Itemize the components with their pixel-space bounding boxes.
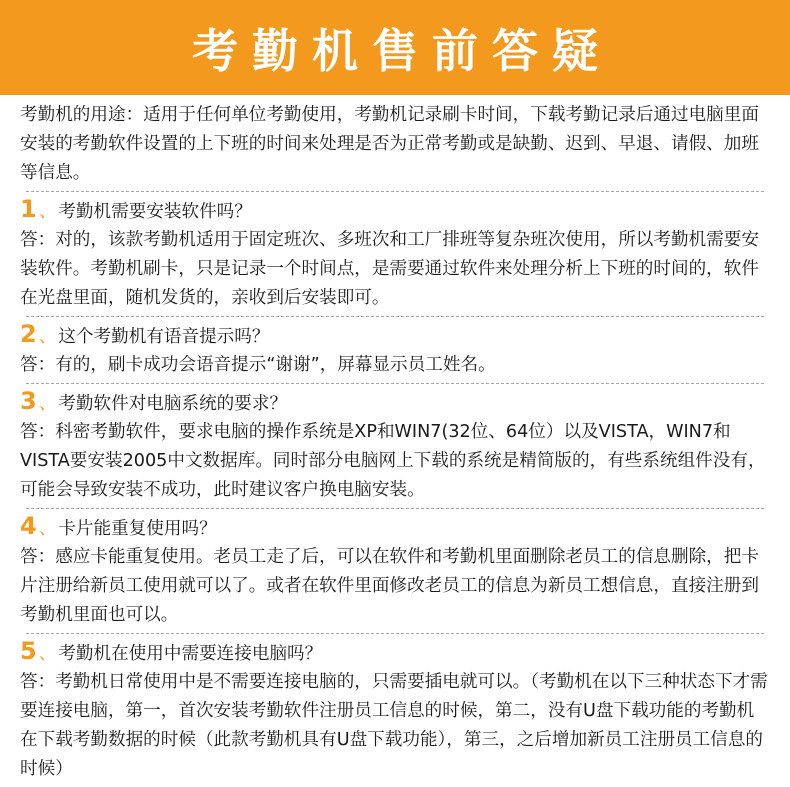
question-number: 2 [20,320,37,348]
faq-question [20,637,770,668]
faq-answer: 答：考勤机日常使用中是不需要连接电脑的，只需要插电就可以。（考勤机在以下三种状态下才需要连接电脑，第一，首次安装考勤软件注册员工信息的时候，第二，没有U盘下载功能的考勤机在下载考勤数据的时候（此款考勤机具有U盘下载功能），第三，之后增加新员工注册员工信息的时候） [20,672,768,779]
faq-item-2 [20,320,770,380]
divider [26,633,764,634]
divider [26,508,764,509]
intro-text: 考勤机的用途：适用于任何单位考勤使用，考勤机记录刷卡时间，下载考勤记录后通过电脑里面安装的考勤软件设置的上下班的时间来处理是否为正常考勤或是缺勤、迟到、早退、请假、加班等信息。 [20,105,759,183]
question-separator: 、 [38,519,57,539]
divider [26,191,764,192]
faq-question [20,512,770,543]
question-separator: 、 [38,644,57,664]
faq-answer: 答：科密考勤软件，要求电脑的操作系统是XP和WIN7(32位、64位）以及VISTA，WIN7和VISTA要安装2005中文数据库。同时部分电脑网上下载的系统是精简版的，有些系统组件没有，可能会导致安装不成功，此时建议客户换电脑安装。 [20,422,766,500]
question-separator: 、 [38,327,57,347]
question-number: 3 [20,387,37,415]
divider [26,316,764,317]
faq-item-1 [20,195,770,313]
question-number: 5 [20,637,37,665]
header-banner [0,0,790,95]
faq-item-5 [20,637,770,784]
faq-question [20,195,770,226]
question-number: 1 [20,195,37,223]
faq-question [20,320,770,351]
question-text: 卡片能重复使用吗？ [58,519,217,539]
faq-item-3 [20,387,770,505]
faq-question [20,387,770,418]
question-separator: 、 [38,394,57,414]
question-text: 这个考勤机有语音提示吗？ [58,327,270,347]
divider [26,383,764,384]
faq-answer: 答：对的，该款考勤机适用于固定班次、多班次和工厂排班等复杂班次使用，所以考勤机需要安装软件。考勤机刷卡，只是记录一个时间点，是需要通过软件来处理分析上下班的时间的，软件在光盘里面，随机发货的，亲收到后安装即可。 [20,230,759,308]
page-title: 考勤机售前答疑 [192,23,612,78]
content [0,95,790,784]
question-separator: 、 [38,202,57,222]
question-number: 4 [20,512,37,540]
question-text: 考勤软件对电脑系统的要求？ [58,394,288,414]
faq-answer: 答：感应卡能重复使用。老员工走了后，可以在软件和考勤机里面删除老员工的信息删除，把卡片注册给新员工使用就可以了。或者在软件里面修改老员工的信息为新员工想信息，直接注册到考勤机里面也可以。 [20,547,759,625]
faq-answer: 答：有的，刷卡成功会语音提示“谢谢”，屏幕显示员工姓名。 [20,355,496,375]
question-text: 考勤机在使用中需要连接电脑吗？ [58,644,323,664]
question-text: 考勤机需要安装软件吗？ [58,202,252,222]
faq-item-4 [20,512,770,630]
